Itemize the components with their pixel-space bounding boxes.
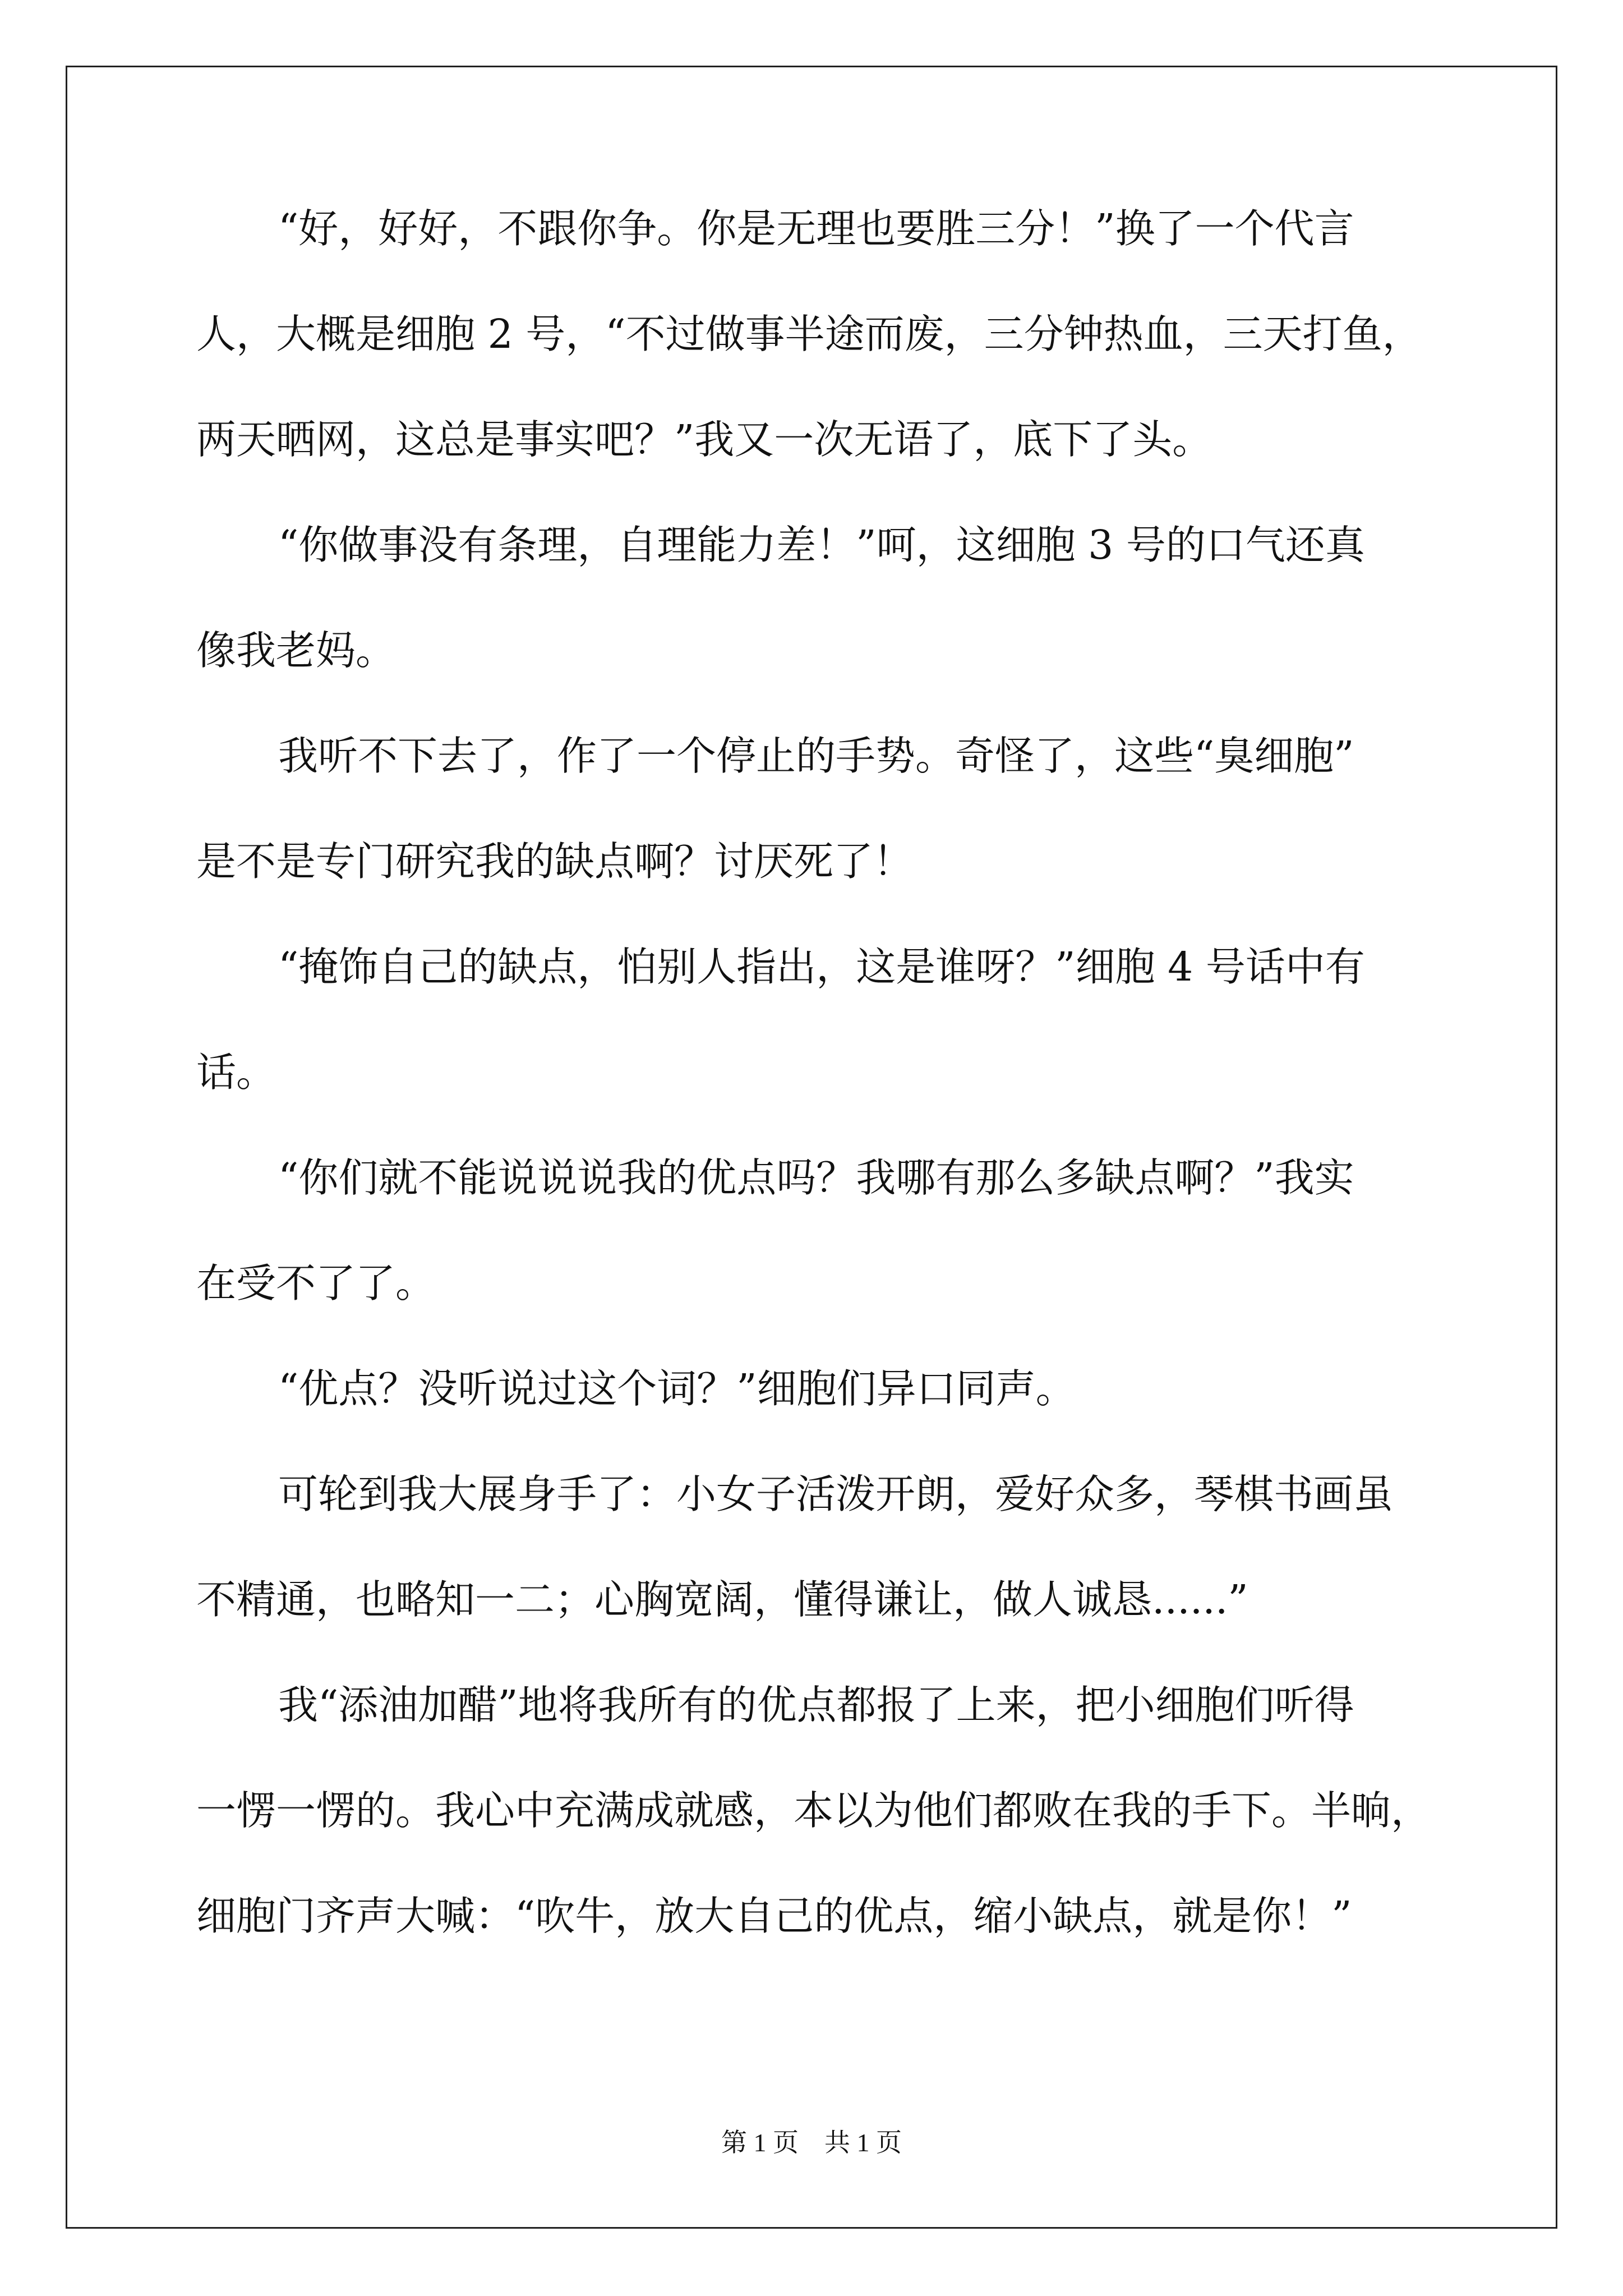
text-line: 在受不了了。: [196, 1260, 436, 1306]
text-line: 两天晒网，这总是事实吧？”我又一次无语了，底下了头。: [196, 416, 1212, 463]
text-line: 细胞门齐声大喊：“吹牛，放大自己的优点，缩小缺点，就是你！”: [196, 1893, 1352, 1939]
text-line: “优点？没听说过这个词？”细胞们异口同声。: [278, 1365, 1076, 1412]
text-line: 像我老妈。: [196, 627, 396, 674]
text-line: 我听不下去了，作了一个停止的手势。奇怪了，这些“臭细胞”: [278, 733, 1354, 779]
text-line: “你们就不能说说说我的优点吗？我哪有那么多缺点啊？”我实: [278, 1154, 1354, 1201]
text-line: 一愣一愣的。我心中充满成就感，本以为他们都败在我的手下。半晌，: [196, 1787, 1431, 1834]
text-line: 可轮到我大展身手了：小女子活泼开朗，爱好众多，琴棋书画虽: [278, 1471, 1394, 1517]
text-line: “你做事没有条理，自理能力差！”呵，这细胞 3 号的口气还真: [278, 522, 1365, 568]
text-line: 话。: [196, 1049, 276, 1096]
text-line: “好，好好，不跟你争。你是无理也要胜三分！”换了一个代言: [278, 205, 1354, 252]
text-line: 不精通，也略知一二；心胸宽阔，懂得谦让，做人诚恳......”: [196, 1576, 1248, 1623]
text-line: 是不是专门研究我的缺点啊？讨厌死了！: [196, 838, 914, 885]
text-line: 我“添油加醋”地将我所有的优点都报了上来，把小细胞们听得: [278, 1682, 1354, 1728]
text-line: “掩饰自己的缺点，怕别人指出，这是谁呀？”细胞 4 号话中有: [278, 944, 1365, 990]
text-line: 人，大概是细胞 2 号，“不过做事半途而废，三分钟热血，三天打鱼，: [196, 311, 1422, 357]
page-number: 第 1 页 共 1 页: [721, 2128, 902, 2157]
